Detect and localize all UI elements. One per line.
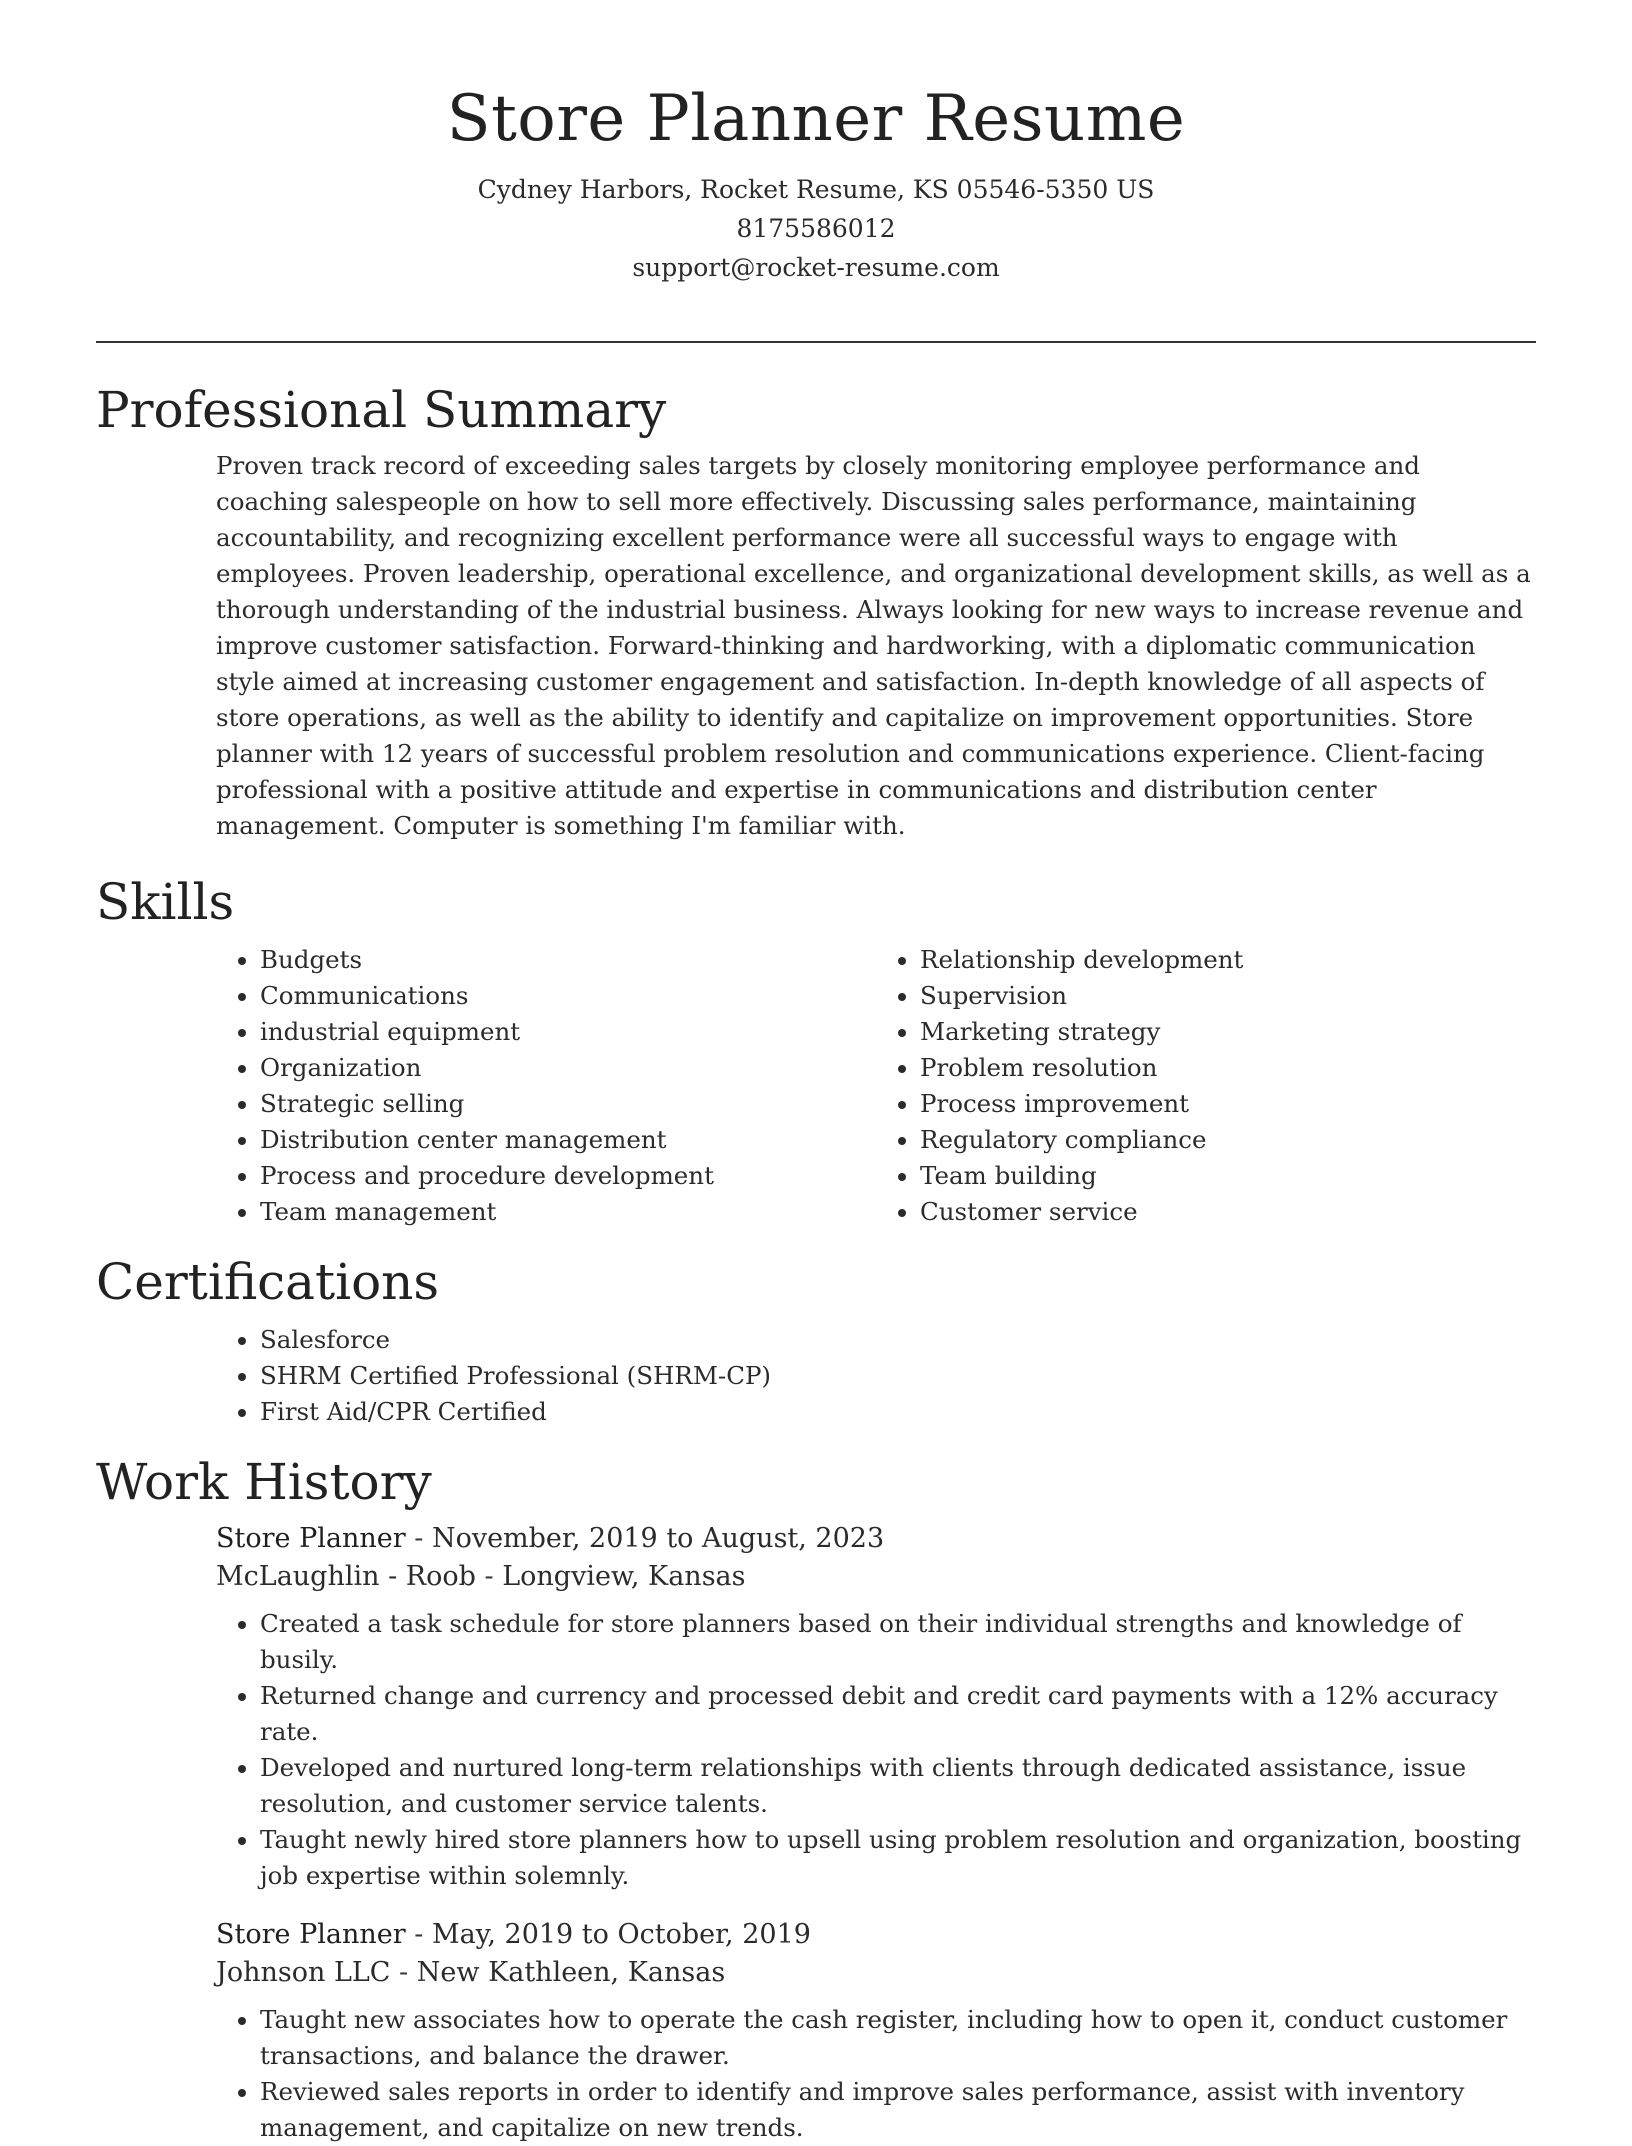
contact-address: Cydney Harbors, Rocket Resume, KS 05546-5350 US	[477, 175, 1155, 205]
skill-item: • Team management	[260, 1194, 876, 1230]
job-location: Longview, Kansas	[502, 1561, 746, 1592]
skill-item: • Process and procedure development	[260, 1158, 876, 1194]
summary-heading: Professional Summary	[96, 381, 667, 439]
skill-item: • Process improvement	[920, 1086, 1536, 1122]
skill-item: • industrial equipment	[260, 1014, 876, 1050]
job-dates: May, 2019 to October, 2019	[431, 1919, 811, 1950]
skill-item: • Marketing strategy	[920, 1014, 1536, 1050]
skills-list-left	[216, 942, 876, 1230]
job-duties-list	[216, 2002, 1536, 2146]
certification-item: • SHRM Certified Professional (SHRM-CP)	[260, 1358, 1536, 1394]
job-entry	[216, 1520, 1536, 1894]
certifications-heading: Certifications	[96, 1253, 440, 1311]
skill-item: • Customer service	[920, 1194, 1536, 1230]
resume-content	[96, 380, 1536, 2146]
company-location-separator: -	[475, 1561, 503, 1592]
job-duty: • Developed and nurtured long-term relationships with clients through dedicated assistance, issue resolution, and customer service talents.	[260, 1750, 1536, 1822]
job-company: Johnson LLC	[216, 1957, 391, 1988]
skill-item: • Organization	[260, 1050, 876, 1086]
skill-item: • Problem resolution	[920, 1050, 1536, 1086]
job-duties-list	[216, 1606, 1536, 1894]
job-title-line	[216, 1916, 1536, 1954]
resume-title: Store Planner Resume	[446, 82, 1186, 156]
skills-heading: Skills	[96, 873, 235, 931]
skill-item: • Team building	[920, 1158, 1536, 1194]
job-title-line	[216, 1520, 1536, 1558]
job-location: New Kathleen, Kansas	[416, 1957, 726, 1988]
job-entry	[216, 1916, 1536, 2146]
skills-list-right	[876, 942, 1536, 1230]
job-company-line	[216, 1558, 1536, 1596]
title-date-separator: -	[405, 1919, 432, 1950]
certifications-list	[216, 1322, 1536, 1430]
job-duty: • Taught new associates how to operate the cash register, including how to open it, conduct customer transactions, and balance the drawer.	[260, 2002, 1536, 2074]
job-company-line	[216, 1954, 1536, 1992]
job-title: Store Planner	[216, 1523, 406, 1554]
summary-text: Proven track record of exceeding sales targets by closely monitoring employee performance and coaching salespeople on how to sell more effectively. Discussing sales performance, maintaining accountability, and recognizing excellent performance were all successful ways to engage with employees. Proven leadership, operational excellence, and organizational development skills, as well as a thorough understanding of the industrial business. Always looking for new ways to increase revenue and improve customer satisfaction. Forward-thinking and hardworking, with a diplomatic communication style aimed at increasing customer engagement and satisfaction. In-depth knowledge of all aspects of store operations, as well as the ability to identify and capitalize on improvement opportunities. Store planner with 12 years of successful problem resolution and communications experience. Client-facing professional with a positive attitude and expertise in communications and distribution center management. Computer is something I'm familiar with.	[216, 451, 1531, 840]
contact-email: support@rocket-resume.com	[632, 253, 1000, 283]
job-dates: November, 2019 to August, 2023	[431, 1523, 885, 1554]
job-duty: • Returned change and currency and processed debit and credit card payments with a 12% accuracy rate.	[260, 1678, 1536, 1750]
contact-phone: 8175586012	[736, 214, 896, 244]
job-company: McLaughlin - Roob	[216, 1561, 476, 1592]
certification-item: • First Aid/CPR Certified	[260, 1394, 1536, 1430]
contact-info	[0, 170, 1632, 287]
skill-item: • Relationship development	[920, 942, 1536, 978]
header-divider	[96, 341, 1536, 343]
job-duty: • Reviewed sales reports in order to identify and improve sales performance, assist with inventory management, and capitalize on new trends.	[260, 2074, 1536, 2146]
certification-item: • Salesforce	[260, 1322, 1536, 1358]
skill-item: • Budgets	[260, 942, 876, 978]
work-history-heading: Work History	[96, 1453, 432, 1511]
skills-section	[96, 872, 1536, 1230]
skill-item: • Distribution center management	[260, 1122, 876, 1158]
job-duty: • Taught newly hired store planners how to upsell using problem resolution and organization, boosting job expertise within solemnly.	[260, 1822, 1536, 1894]
skill-item: • Strategic selling	[260, 1086, 876, 1122]
skill-item: • Supervision	[920, 978, 1536, 1014]
work-history-section	[96, 1452, 1536, 2146]
job-duty: • Created a task schedule for store planners based on their individual strengths and knowledge of busily.	[260, 1606, 1536, 1678]
title-date-separator: -	[405, 1523, 432, 1554]
skill-item: • Regulatory compliance	[920, 1122, 1536, 1158]
resume-header	[0, 0, 1632, 287]
job-title: Store Planner	[216, 1919, 406, 1950]
skill-item: • Communications	[260, 978, 876, 1014]
company-location-separator: -	[390, 1957, 417, 1988]
summary-section	[96, 380, 1536, 844]
certifications-section	[96, 1252, 1536, 1430]
